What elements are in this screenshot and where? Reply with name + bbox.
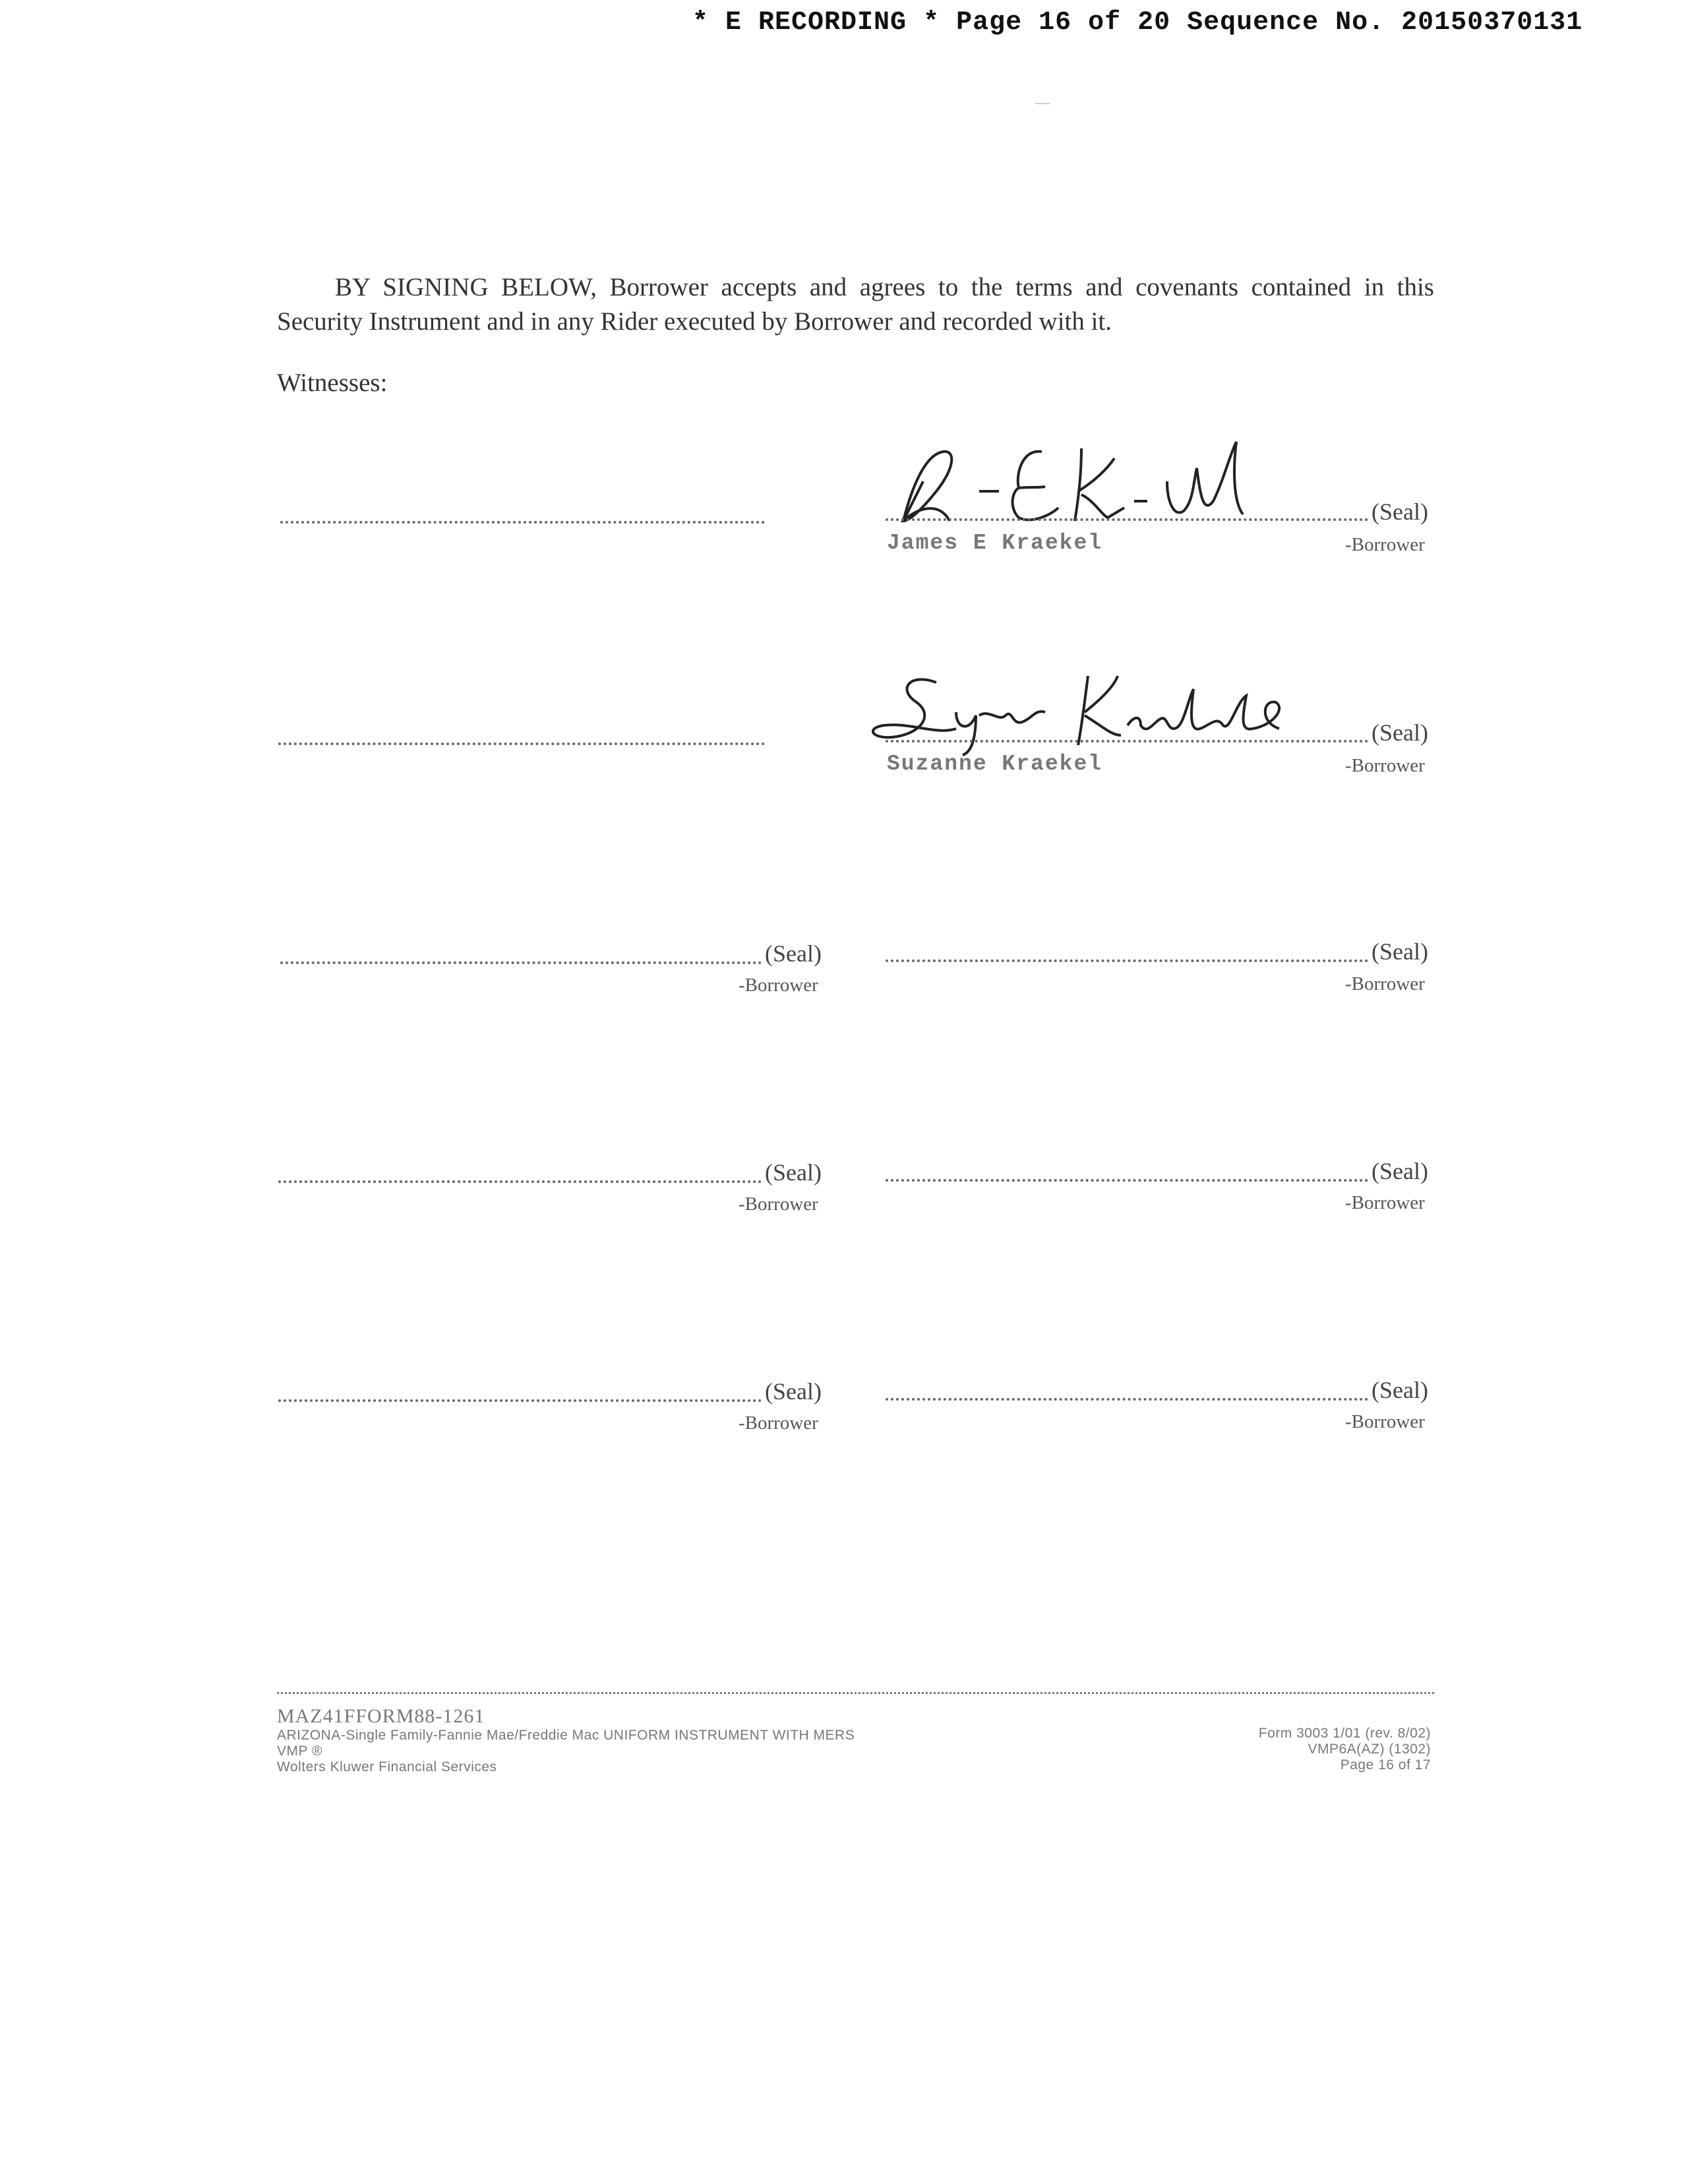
- footer-rule: [277, 1692, 1434, 1694]
- seal-label-suzanne: (Seal): [1372, 719, 1428, 746]
- borrower-label-right-3: -Borrower: [1345, 1411, 1425, 1432]
- borrower-label-james: -Borrower: [1345, 534, 1425, 555]
- borrower-label-left-1: -Borrower: [738, 975, 818, 996]
- footer-page-number: Page 16 of 17: [1340, 1757, 1431, 1773]
- signature-james-kraekel: [884, 429, 1306, 537]
- seal-label-left-1: (Seal): [765, 940, 822, 967]
- typed-name-james: James E Kraekel: [887, 531, 1103, 555]
- scan-mark: [1035, 103, 1050, 104]
- blank-signature-line-left-1: [280, 961, 762, 964]
- borrower-label-suzanne: -Borrower: [1345, 755, 1425, 776]
- footer-vmp-code: VMP6A(AZ) (1302): [1308, 1742, 1431, 1757]
- blank-signature-line-right-1: [886, 959, 1368, 962]
- footer-form-code: MAZ41FFORM88-1261: [277, 1705, 485, 1727]
- signature-line-james: [886, 518, 1368, 521]
- borrower-label-left-2: -Borrower: [738, 1194, 818, 1215]
- borrower-label-left-3: -Borrower: [738, 1412, 818, 1434]
- typed-name-suzanne: Suzanne Kraekel: [887, 752, 1103, 776]
- signing-statement: BY SIGNING BELOW, Borrower accepts and agrees to the terms and covenants contained in this Security Instrument and in any Rider executed by Borrower and recorded with it.: [277, 273, 1434, 336]
- signature-line-suzanne: [886, 740, 1368, 743]
- witness-line-1: [280, 521, 765, 524]
- footer-line-3: Wolters Kluwer Financial Services: [277, 1759, 497, 1774]
- seal-label-right-2: (Seal): [1372, 1158, 1428, 1184]
- blank-signature-line-right-3: [886, 1398, 1368, 1401]
- footer-form-number: Form 3003 1/01 (rev. 8/02): [1258, 1726, 1431, 1741]
- seal-label-right-3: (Seal): [1372, 1377, 1428, 1403]
- witnesses-label: Witnesses:: [277, 369, 388, 397]
- blank-signature-line-right-2: [886, 1179, 1368, 1182]
- recording-header: * E RECORDING * Page 16 of 20 Sequence No. 20150370131: [692, 8, 1583, 38]
- seal-label-james: (Seal): [1372, 499, 1428, 525]
- borrower-label-right-1: -Borrower: [1345, 973, 1425, 994]
- handwritten-signature-2: [857, 663, 1319, 762]
- seal-label-right-1: (Seal): [1372, 938, 1428, 965]
- footer-line-2: VMP ®: [277, 1744, 322, 1759]
- blank-signature-line-left-3: [278, 1399, 762, 1402]
- signature-suzanne-kraekel: [857, 663, 1319, 765]
- witness-line-2: [278, 743, 765, 745]
- footer-right: [1259, 1726, 1431, 1773]
- seal-label-left-2: (Seal): [765, 1159, 822, 1186]
- borrower-label-right-2: -Borrower: [1345, 1192, 1425, 1213]
- blank-signature-line-left-2: [278, 1180, 762, 1183]
- footer-left: [277, 1705, 855, 1775]
- seal-label-left-3: (Seal): [765, 1378, 822, 1405]
- footer-line-1: ARIZONA-Single Family-Fannie Mae/Freddie Mac UNIFORM INSTRUMENT WITH MERS: [277, 1728, 855, 1743]
